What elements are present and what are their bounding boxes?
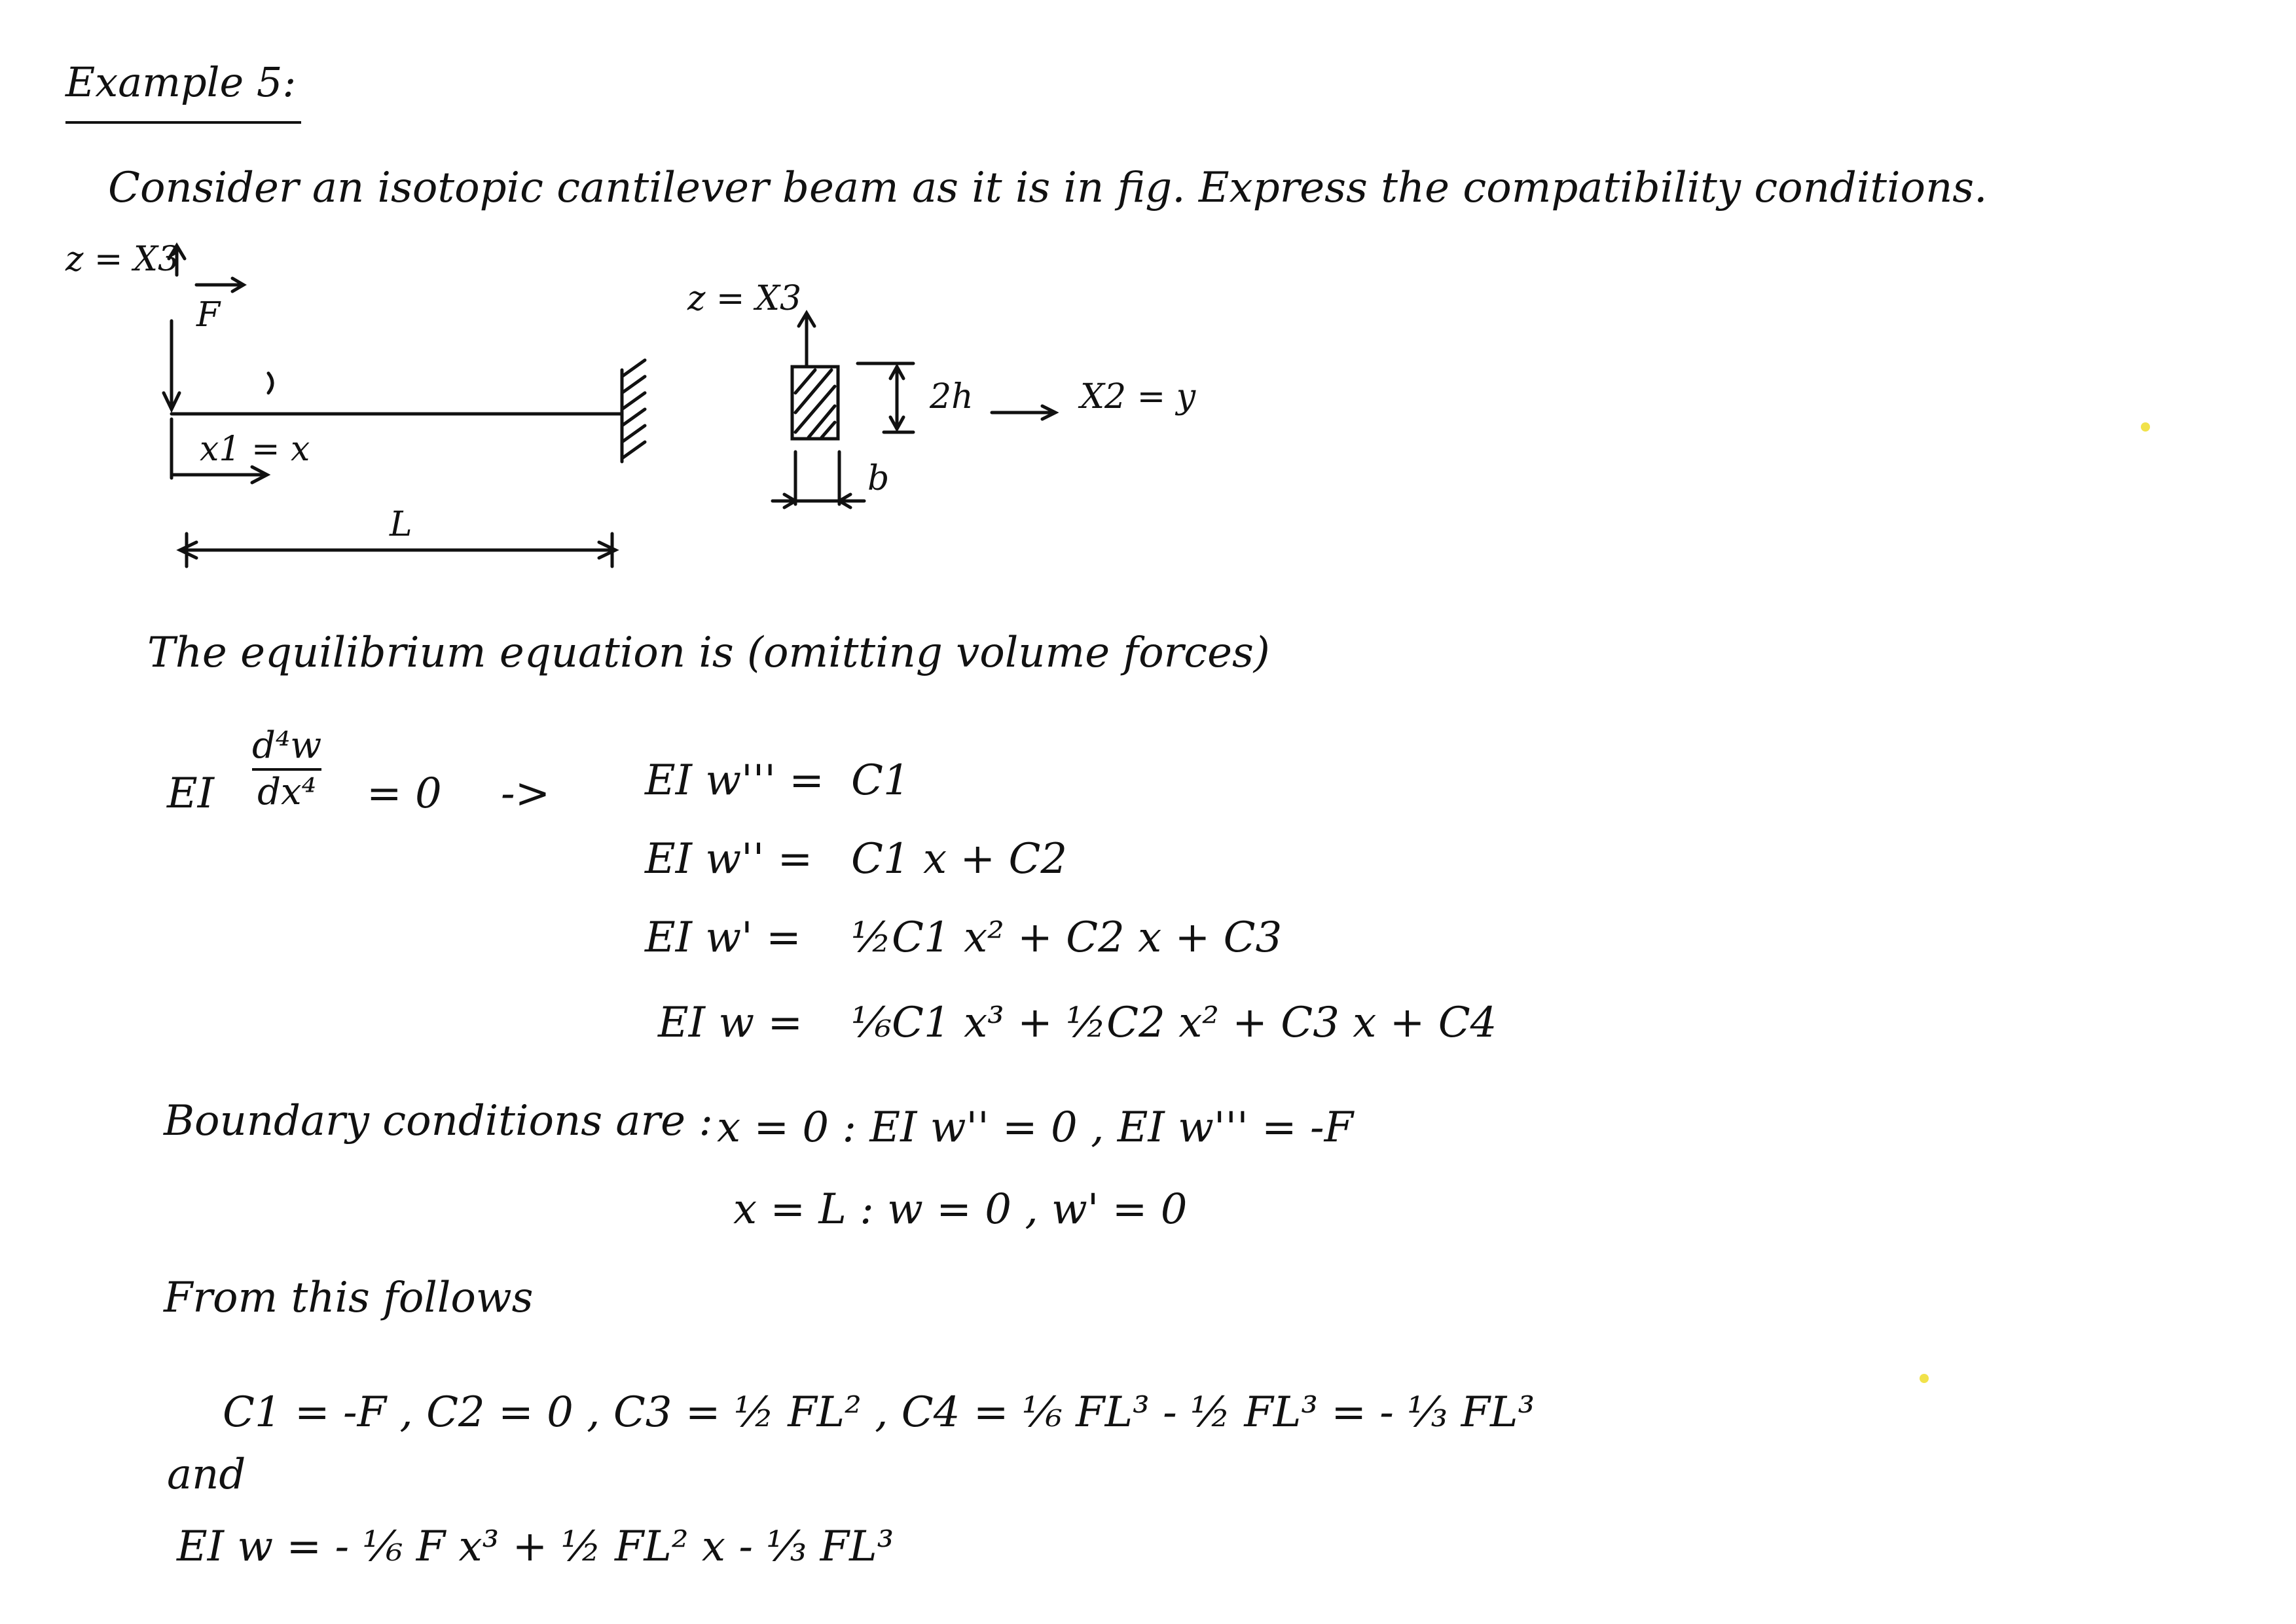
ode-numerator: d⁴w [252,724,322,767]
integration-rhs-1: C1 [851,756,910,805]
integration-rhs-4: ⅙C1 x³ + ½C2 x² + C3 x + C4 [851,999,1497,1047]
ode-equals-zero: = 0 [367,769,442,818]
integration-lhs-2: EI w'' = [645,835,813,883]
integration-rhs-2: C1 x + C2 [851,835,1068,883]
integration-lhs-3: EI w' = [645,913,801,962]
z-axis-label: z = X3 [65,240,180,279]
implies-arrow: -> [501,769,551,818]
ode-denominator: dx⁴ [257,770,317,813]
x-axis-label: x1 = x [200,430,310,469]
equilibrium-intro: The equilibrium equation is (omitting volume forces) [147,629,1270,677]
follows-label: From this follows [164,1274,534,1322]
ode-fraction [252,724,322,813]
constants-line: C1 = -F , C2 = 0 , C3 = ½ FL² , C4 = ⅙ FL³ - ½ FL³ = - ⅓ FL³ [223,1388,1535,1437]
boundary-row-2: x = L : w = 0 , w' = 0 [733,1185,1188,1234]
stray-dot [2141,422,2150,432]
final-deflection: EI w = - ⅙ F x³ + ½ FL² x - ⅓ FL³ [177,1522,894,1571]
integration-lhs-4: EI w = [658,999,803,1047]
integration-lhs-1: EI w''' = [645,756,824,805]
stray-dot [1920,1374,1929,1383]
ode-ei: EI [167,769,214,818]
force-label: F [196,295,221,335]
y-axis-label: X2 = y [1080,377,1196,416]
integration-rhs-3: ½C1 x² + C2 x + C3 [851,913,1283,962]
and-label: and [167,1450,246,1499]
problem-statement: Consider an isotopic cantilever beam as it is in fig. Express the compatibility conditions. [108,164,1988,212]
height-label: 2h [930,377,974,416]
boundary-label: Boundary conditions are : [164,1097,713,1145]
length-label: L [390,505,412,544]
section-z-label: z = X3 [687,279,802,318]
boundary-row-1: x = 0 : EI w'' = 0 , EI w''' = -F [717,1103,1353,1152]
width-label: b [867,459,890,498]
page-title: Example 5: [65,58,297,106]
